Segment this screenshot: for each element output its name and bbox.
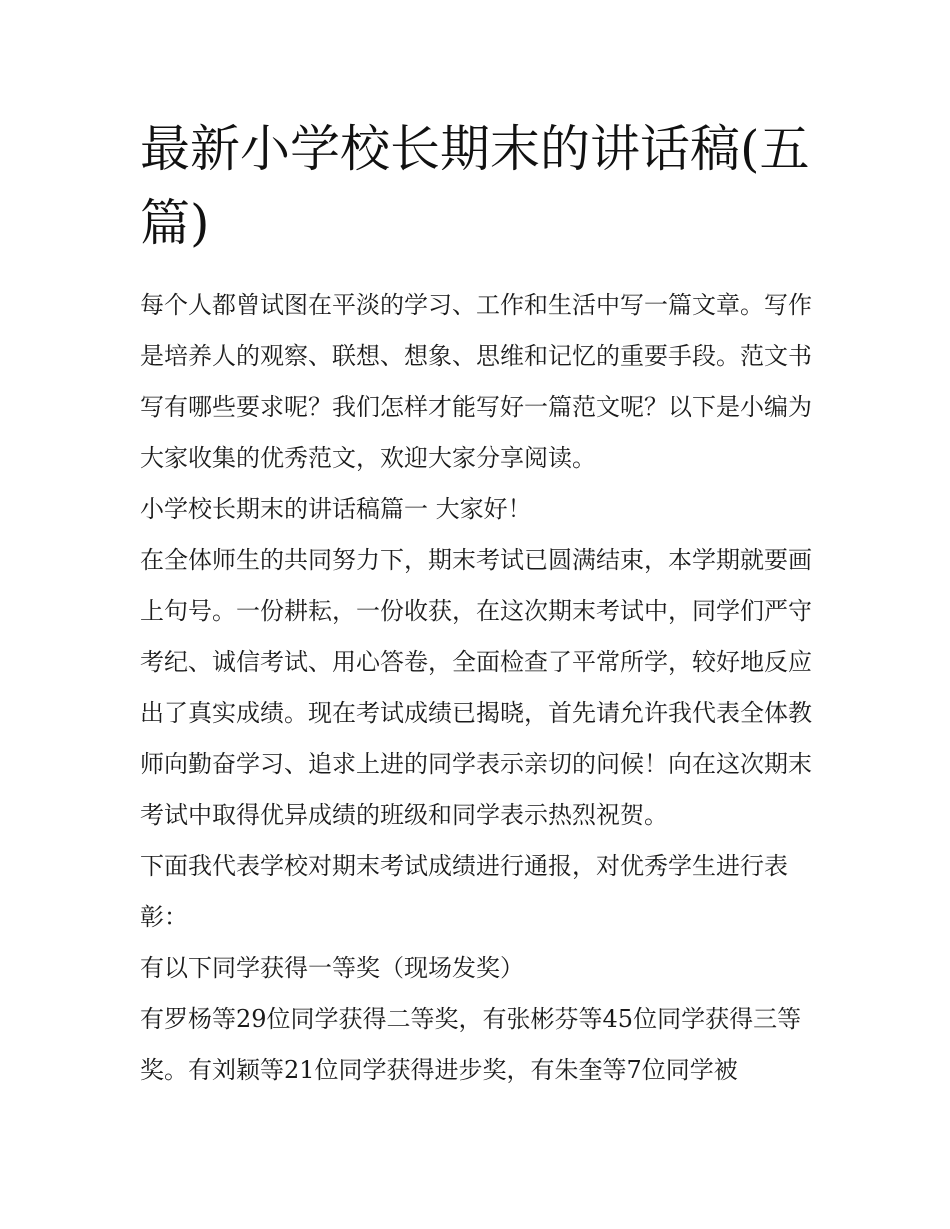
document-body (140, 280, 820, 1096)
paragraph-first-prize: 有以下同学获得一等奖（现场发奖） (140, 954, 524, 982)
paragraph-intro: 每个人都曾试图在平淡的学习、工作和生活中写一篇文章。写作是培养人的观察、联想、想象、思维和记忆的重要手段。范文书写有哪些要求呢？我们怎样才能写好一篇范文呢？以下是小编为大家收集的优秀范文，欢迎大家分享阅读。 (140, 291, 812, 472)
paragraph-other-prizes: 有罗杨等29位同学获得二等奖，有张彬芬等45位同学获得三等奖。有刘颖等21位同学获得进步奖，有朱奎等7位同学被 (140, 1005, 802, 1084)
document-title: 最新小学校长期末的讲话稿(五篇) (140, 120, 810, 252)
paragraph-announcement: 下面我代表学校对期末考试成绩进行通报，对优秀学生进行表彰： (140, 852, 788, 931)
paragraph-congratulations: 在全体师生的共同努力下，期末考试已圆满结束，本学期就要画上句号。一份耕耘，一份收获，在这次期末考试中，同学们严守考纪、诚信考试、用心答卷，全面检查了平常所学，较好地反应出了真实成绩。现在考试成绩已揭晓，首先请允许我代表全体教师向勤奋学习、追求上进的同学表示亲切的问候！向在这次期末考试中取得优异成绩的班级和同学表示热烈祝贺。 (140, 546, 812, 829)
paragraph-section-heading: 小学校长期末的讲话稿篇一 大家好！ (140, 495, 532, 523)
